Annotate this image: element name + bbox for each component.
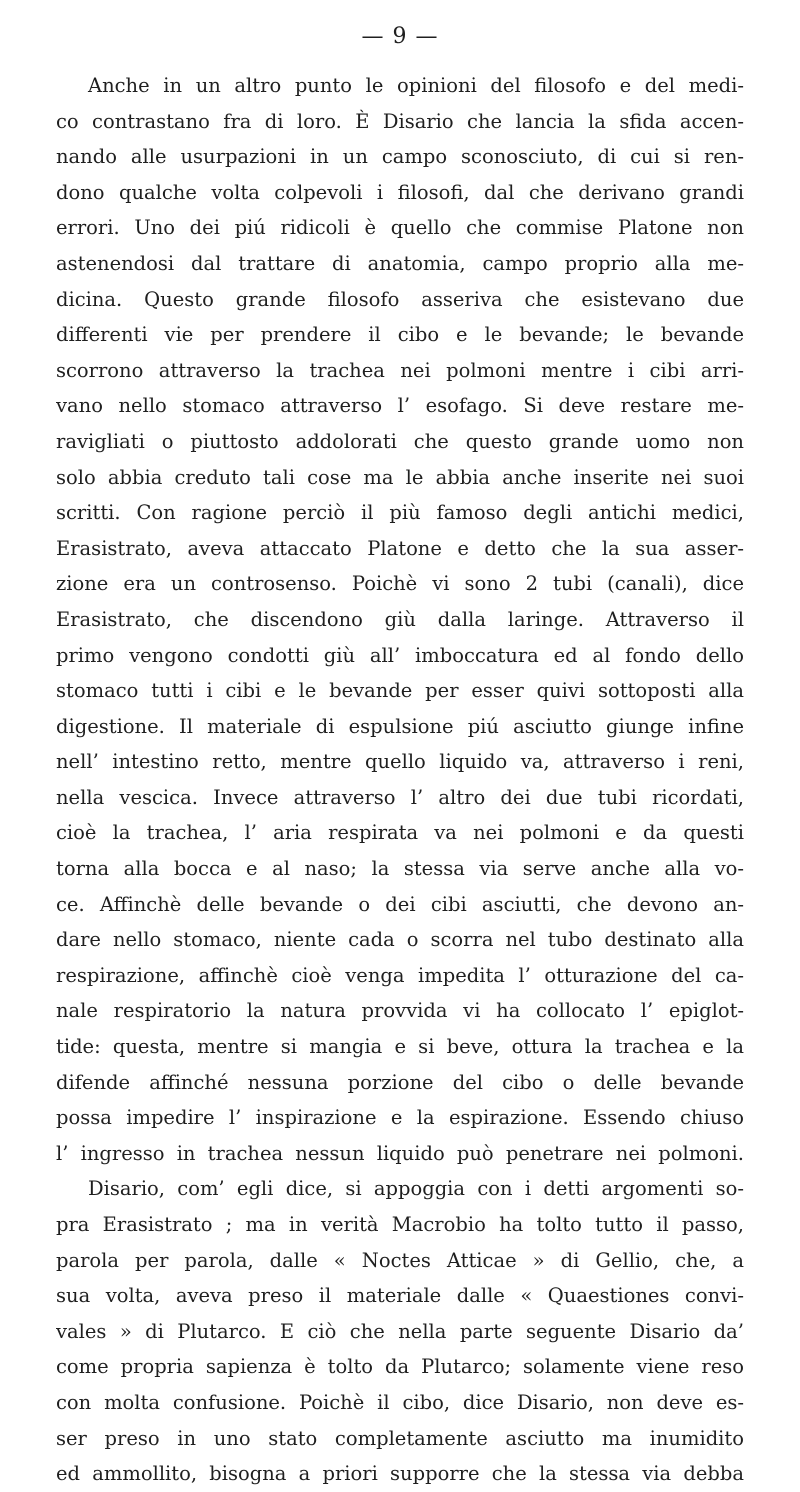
text-line: vales » di Plutarco. E ciò che nella parte seguente Disario da’ [56, 1319, 744, 1343]
text-line: errori. Uno dei piú ridicoli è quello che commise Platone non [56, 216, 744, 240]
text-line: possa impedire l’ inspirazione e la espirazione. Essendo chiuso [56, 1106, 744, 1130]
text-line: ravigliati o piuttosto addolorati che questo grande uomo non [56, 429, 744, 453]
text-line: co contrastano fra di loro. È Disario che lancia la sfida accen- [56, 109, 744, 133]
text-line: Anche in un altro punto le opinioni del filosofo e del medi- [88, 74, 744, 97]
text-line: tide: questa, mentre si mangia e si beve, ottura la trachea e la [56, 1035, 744, 1059]
text-line: digestione. Il materiale di espulsione piú asciutto giunge infine [56, 714, 744, 738]
text-line: primo vengono condotti giù all’ imboccatura ed al fondo dello [56, 643, 744, 667]
page-number: — 9 — [361, 24, 439, 49]
text-line: Erasistrato, aveva attaccato Platone e detto che la sua asser- [56, 536, 744, 560]
text-line: respirazione, affinchè cioè venga impedita l’ otturazione del ca- [56, 963, 744, 987]
text-line: sua volta, aveva preso il materiale dalle « Quaestiones convi- [56, 1284, 744, 1308]
text-line: vano nello stomaco attraverso l’ esofago. Si deve restare me- [56, 394, 744, 418]
text-line: Disario, com’ egli dice, si appoggia con i detti argomenti so- [88, 1177, 744, 1201]
text-line: difende affinché nessuna porzione del cibo o delle bevande [56, 1070, 744, 1094]
text-line: come propria sapienza è tolto da Plutarco; solamente viene reso [56, 1355, 744, 1379]
text-line: con molta confusione. Poichè il cibo, dice Disario, non deve es- [56, 1390, 744, 1414]
text-line: differenti vie per prendere il cibo e le bevande; le bevande [56, 323, 744, 347]
text-line: dono qualche volta colpevoli i filosofi, dal che derivano grandi [56, 180, 744, 204]
text-line: ed ammollito, bisogna a priori supporre che la stessa via debba [56, 1462, 744, 1486]
text-line: stomaco tutti i cibi e le bevande per esser quivi sottoposti alla [56, 679, 744, 703]
text-line: solo abbia creduto tali cose ma le abbia anche inserite nei suoi [56, 465, 744, 489]
text-line: astenendosi dal trattare di anatomia, campo proprio alla me- [56, 251, 744, 275]
text-line: dicina. Questo grande filosofo asseriva che esistevano due [56, 287, 744, 311]
text-line: pra Erasistrato ; ma in verità Macrobio ha tolto tutto il passo, [56, 1213, 744, 1236]
text-line: torna alla bocca e al naso; la stessa via serve anche alla vo- [56, 857, 744, 881]
text-line: nale respiratorio la natura provvida vi ha collocato l’ epiglot- [56, 999, 744, 1023]
text-line: Erasistrato, che discendono giù dalla laringe. Attraverso il [56, 607, 744, 631]
text-line: scorrono attraverso la trachea nei polmoni mentre i cibi arri- [56, 358, 744, 382]
text-line: nella vescica. Invece attraverso l’ altro dei due tubi ricordati, [56, 785, 744, 809]
text-line: scritti. Con ragione perciò il più famoso degli antichi medici, [56, 501, 744, 525]
text-line: dare nello stomaco, niente cada o scorra nel tubo destinato alla [56, 928, 744, 952]
text-line: cioè la trachea, l’ aria respirata va nei polmoni e da questi [56, 821, 744, 845]
text-line: l’ ingresso in trachea nessun liquido può penetrare nei polmoni. [56, 1141, 744, 1165]
text-line: ce. Affinchè delle bevande o dei cibi asciutti, che devono an- [56, 892, 744, 916]
body-text [56, 68, 744, 1492]
text-line: nando alle usurpazioni in un campo sconosciuto, di cui si ren- [56, 145, 744, 169]
text-line: ser preso in uno stato completamente asciutto ma inumidito [56, 1426, 744, 1450]
text-line: nell’ intestino retto, mentre quello liquido va, attraverso i reni, [56, 750, 744, 774]
text-line: parola per parola, dalle « Noctes Atticae » di Gellio, che, a [56, 1248, 744, 1272]
text-line: zione era un controsenso. Poichè vi sono 2 tubi (canali), dice [56, 572, 744, 596]
